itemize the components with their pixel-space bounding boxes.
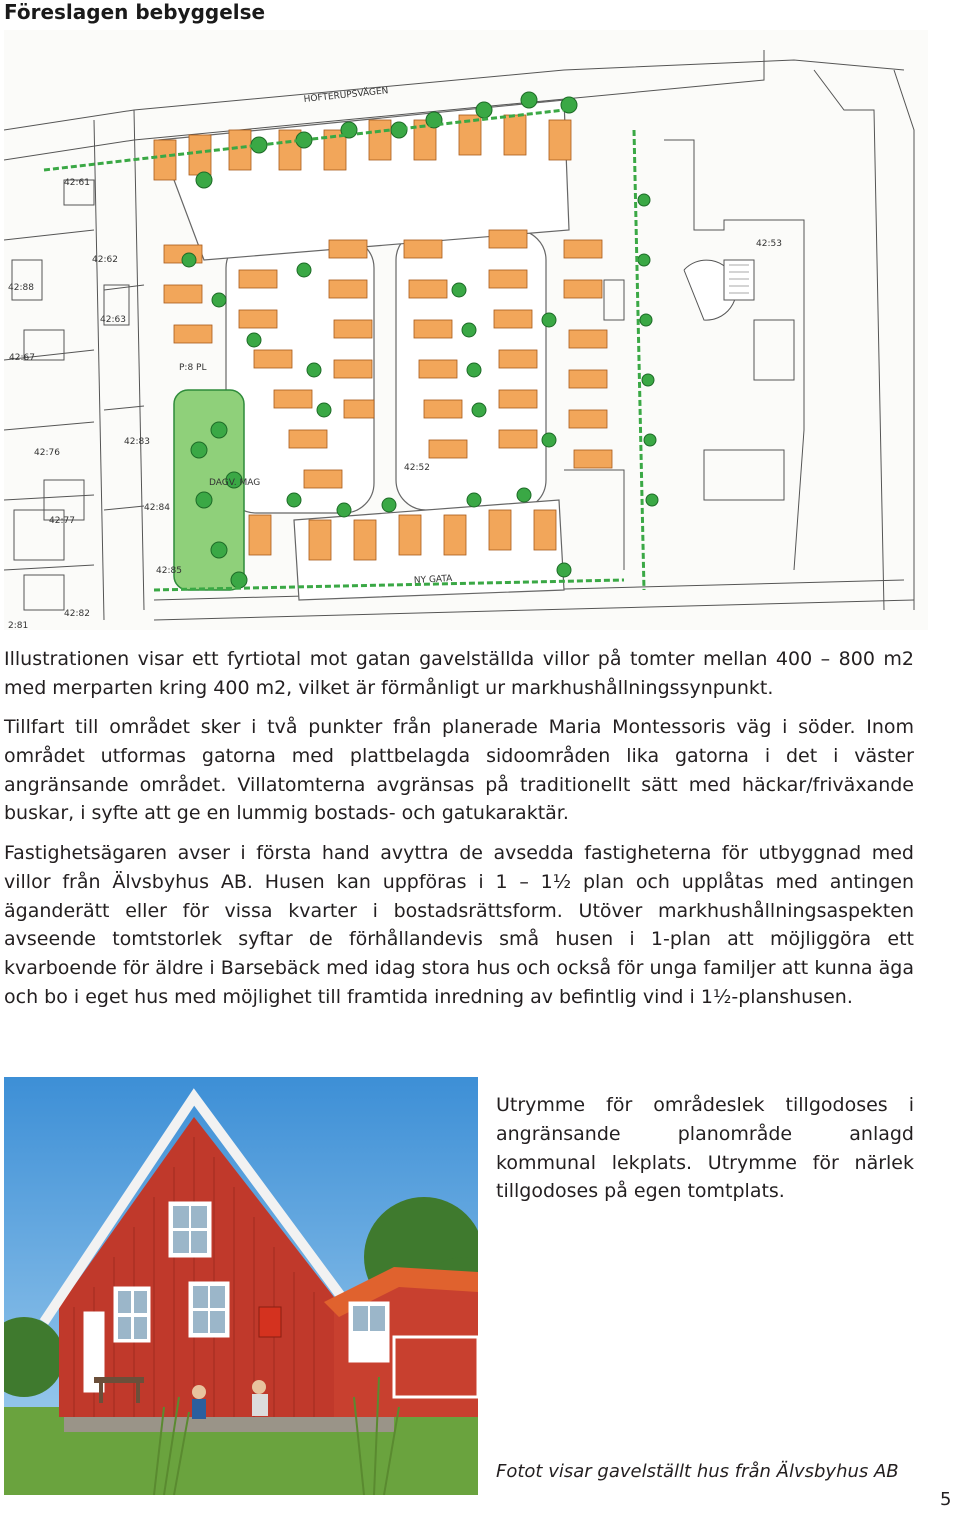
lot-label: 42:85 [156, 566, 182, 576]
paragraph-access: Tillfart till området sker i två punkter från planerade Maria Montessoris väg i söder. Inom området utformas gatorna med plattbelagda sidoområden lika gatorna i det i väster angränsande området. Villatomterna avgränsas på traditionellt sätt med häckar/friväxande buskar, i syfte att ge en lummig bostads- och gatukaraktär. [4, 716, 914, 825]
site-plan-illustration [4, 30, 928, 630]
lot-label: 42:83 [124, 437, 150, 447]
street-south-label: NY GATA [413, 573, 453, 586]
lot-label: 42:67 [9, 353, 35, 363]
page-number: 5 [940, 1489, 952, 1510]
lot-label: 42:62 [92, 255, 118, 265]
street-north-label: HOFTERUPSVÄGEN [303, 86, 389, 105]
lot-label: 42:52 [404, 463, 430, 473]
lot-label: 42:77 [49, 516, 75, 526]
side-text: Utrymme för områdeslek tillgodoses i angränsande planområde anlagd kommunal lekplats. Utrymme för närlek tillgodoses på egen tomtplats. [496, 1094, 914, 1203]
lot-label: 2:81 [8, 621, 29, 630]
lot-label: 42:63 [100, 315, 126, 325]
lot-label: 42:61 [64, 178, 90, 188]
lot-label: 42:88 [8, 283, 34, 293]
paragraph-owner: Fastighetsägaren avser i första hand avyttra de avsedda fastigheterna för utbyggnad med villor från Älvsbyhus AB. Husen kan uppföras i 1 – 1½ plan och upplåtas med antingen äganderätt eller för vissa kvarter i bostadsrättsform. Utöver markhushållningsaspekten avseende tomtstorlek syftar de förhållandevis små husen i 1-plan att möjliggöra ett kvarboende för äldre i Barsebäck med idag stora hus och också för unga familjer att kunna äga och bo i eget hus med möjlighet till framtida inredning av befintlig vind i 1½-planshusen. [4, 842, 914, 1008]
lot-label: 42:76 [34, 448, 60, 458]
pond-label: DAGV. MAG [209, 478, 261, 488]
parking-label: P:8 PL [179, 363, 207, 373]
house-photo [4, 1077, 478, 1495]
page-heading: Föreslagen bebyggelse [4, 0, 266, 24]
paragraph-illustration: Illustrationen visar ett fyrtiotal mot gatan gavelställda villor på tomter mellan 400 – 800 m2 med merparten kring 400 m2, vilket är förmånligt ur markhushållningssynpunkt. [4, 648, 914, 699]
photo-caption: Fotot visar gavelställt hus från Älvsbyhus AB [496, 1461, 899, 1482]
lot-label: 42:82 [64, 609, 90, 619]
lot-label: 42:84 [144, 503, 170, 513]
lot-label: 42:53 [756, 239, 782, 249]
